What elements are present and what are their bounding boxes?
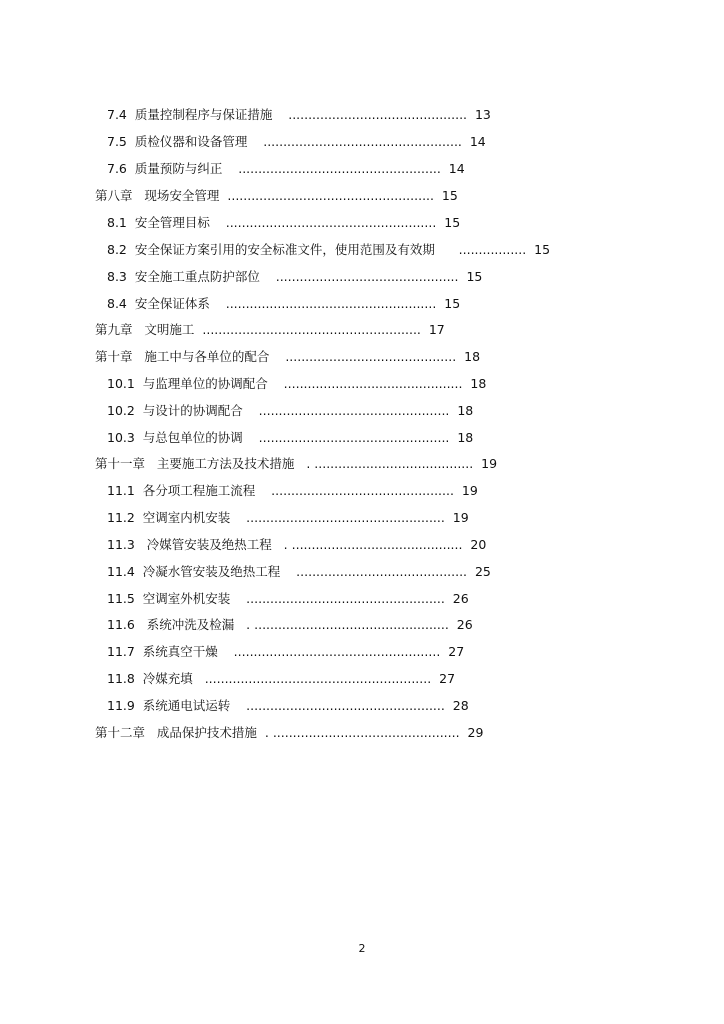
toc-entry-chapter-10[interactable]: 第十章 施工中与各单位的配合 ........................................... 18 [95, 349, 481, 364]
toc-entry-7-6[interactable]: 7.6 质量预防与纠正 ................................................... 14 [107, 161, 465, 176]
toc-entry-8-4[interactable]: 8.4 安全保证体系 ..................................................... 15 [107, 296, 461, 311]
toc-entry-11-9[interactable]: 11.9 系统通电试运转 .................................................. 28 [107, 698, 469, 713]
toc-entry-8-1[interactable]: 8.1 安全管理目标 ..................................................... 15 [107, 215, 461, 230]
toc-entry-11-1[interactable]: 11.1 各分项工程施工流程 .............................................. 19 [107, 483, 478, 498]
toc-entry-10-2[interactable]: 10.2 与设计的协调配合 ................................................ 18 [107, 403, 474, 418]
page-number: 2 [358, 942, 366, 955]
toc-entry-chapter-8[interactable]: 第八章 现场安全管理 .................................................... 15 [95, 188, 458, 203]
toc-entry-8-3[interactable]: 8.3 安全施工重点防护部位 .............................................. 15 [107, 269, 483, 284]
toc-entry-11-6[interactable]: 11.6 系统冲洗及检漏 . ................................................. 26 [107, 617, 473, 632]
toc-entry-10-1[interactable]: 10.1 与监理单位的协调配合 ............................................. 18 [107, 376, 487, 391]
toc-entry-chapter-12[interactable]: 第十二章 成品保护技术措施 . ............................................... 29 [95, 725, 484, 740]
toc-entry-8-2[interactable]: 8.2 安全保证方案引用的安全标准文件，使用范围及有效期 ................. 15 [107, 242, 551, 257]
toc-entry-7-5[interactable]: 7.5 质检仪器和设备管理 .................................................. 14 [107, 134, 486, 149]
toc-entry-11-7[interactable]: 11.7 系统真空干燥 .................................................... 27 [107, 644, 465, 659]
toc-entry-11-5[interactable]: 11.5 空调室外机安装 .................................................. 26 [107, 591, 469, 606]
toc-entry-10-3[interactable]: 10.3 与总包单位的协调 ................................................ 18 [107, 430, 474, 445]
toc-entry-11-2[interactable]: 11.2 空调室内机安装 .................................................. 19 [107, 510, 469, 525]
toc-entry-11-3[interactable]: 11.3 冷媒管安装及绝热工程 . ........................................... 20 [107, 537, 487, 552]
toc-entry-chapter-11[interactable]: 第十一章 主要施工方法及技术措施 . ........................................ 19 [95, 456, 498, 471]
toc-entry-11-8[interactable]: 11.8 冷媒充填 ......................................................... 27 [107, 671, 456, 686]
toc-entry-11-4[interactable]: 11.4 冷凝水管安装及绝热工程 ........................................... 25 [107, 564, 491, 579]
toc-entry-7-4[interactable]: 7.4 质量控制程序与保证措施 ............................................. 13 [107, 107, 491, 122]
toc-entry-chapter-9[interactable]: 第九章 文明施工 ....................................................... 17 [95, 322, 445, 337]
